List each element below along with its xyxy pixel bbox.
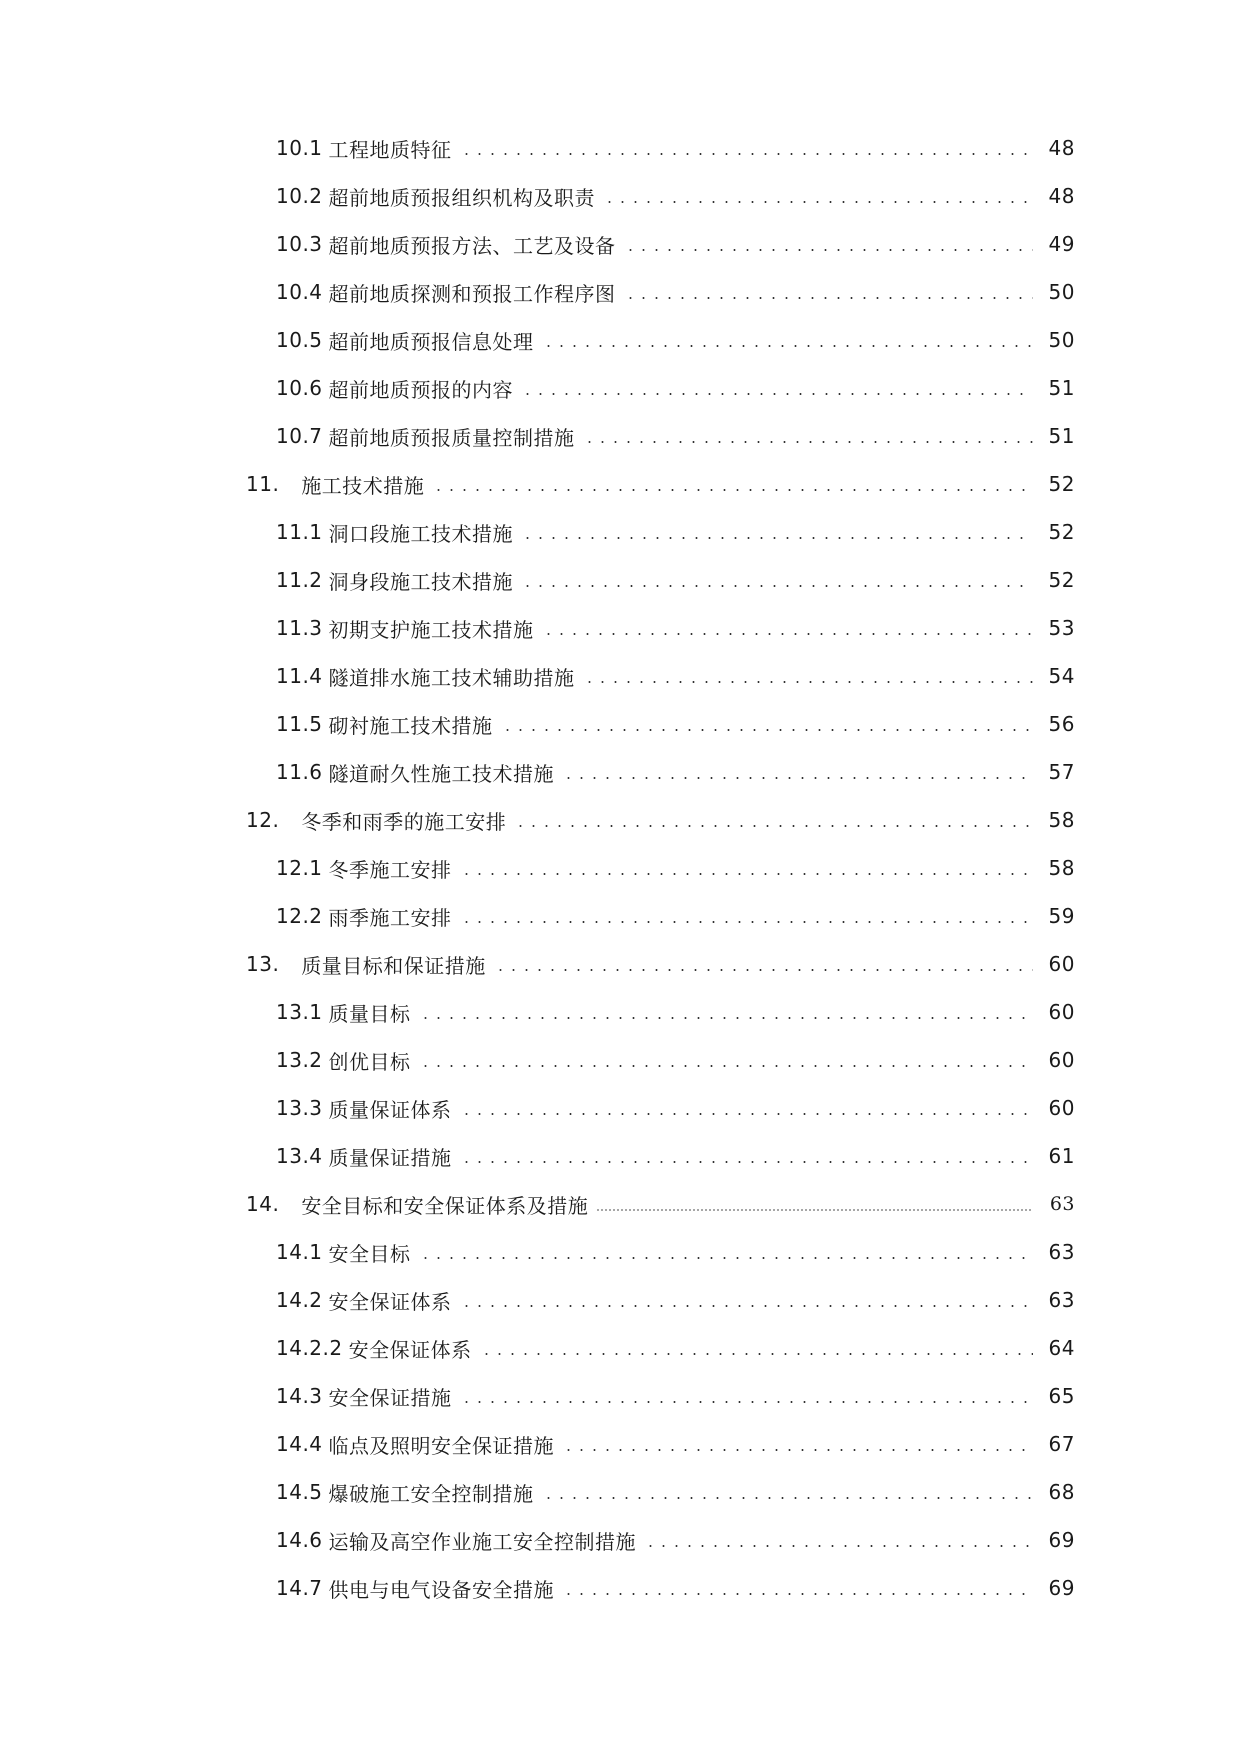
toc-entry[interactable] [0,844,1241,892]
toc-entry-title: 安全保证措施 [328,1385,452,1410]
toc-entry[interactable] [0,268,1241,316]
toc-entry-page: 52 [1048,520,1075,544]
toc-entry[interactable] [0,412,1241,460]
dot-leader [460,138,1033,158]
toc-entry[interactable] [0,988,1241,1036]
toc-entry-title: 质量保证体系 [328,1097,452,1122]
toc-entry-page: 51 [1048,376,1075,400]
dot-leader [521,378,1033,398]
toc-entry[interactable] [0,1036,1241,1084]
toc-entry[interactable] [0,1132,1241,1180]
toc-entry-page: 63 [1048,1288,1075,1312]
toc-entry-number: 11.5 [276,712,323,736]
toc-entry-title: 爆破施工安全控制措施 [328,1481,534,1506]
dot-leader [514,810,1033,830]
toc-entry-title: 初期支护施工技术措施 [328,617,534,642]
toc-entry-number: 10.1 [276,136,323,160]
dot-leader [521,570,1033,590]
toc-entry[interactable] [0,124,1241,172]
dot-leader [460,1290,1033,1310]
toc-entry-number: 11.2 [276,568,323,592]
toc-entry-title: 超前地质预报信息处理 [328,329,534,354]
dot-leader [501,714,1033,734]
dot-leader [596,1194,1033,1214]
toc-entry-page: 60 [1048,1048,1075,1072]
toc-chapter-entry[interactable] [0,460,1241,508]
toc-entry-title: 供电与电气设备安全措施 [328,1577,555,1602]
toc-entry[interactable] [0,604,1241,652]
dot-leader [542,618,1033,638]
dot-leader [603,186,1033,206]
toc-entry-number: 13.3 [276,1096,323,1120]
dot-leader [460,1098,1033,1118]
toc-entry-page: 48 [1048,136,1075,160]
toc-entry-title: 洞身段施工技术措施 [328,569,514,594]
toc-entry-title: 超前地质预报的内容 [328,377,514,402]
toc-entry-page: 60 [1048,1000,1075,1024]
toc-entry-page: 60 [1048,952,1075,976]
toc-entry-page: 53 [1048,616,1075,640]
toc-entry-page: 57 [1048,760,1075,784]
toc-entry-number: 10.5 [276,328,323,352]
toc-entry-title: 雨季施工安排 [328,905,452,930]
toc-entry-number: 14.4 [276,1432,323,1456]
toc-entry[interactable] [0,556,1241,604]
dot-leader [542,1482,1033,1502]
dot-leader [562,1434,1033,1454]
toc-entry-page: 49 [1048,232,1075,256]
toc-entry-number: 14.7 [276,1576,323,1600]
toc-entry-title: 冬季和雨季的施工安排 [301,809,507,834]
toc-entry[interactable] [0,1564,1241,1612]
toc-entry-number: 10.7 [276,424,323,448]
toc-entry-title: 隧道耐久性施工技术措施 [328,761,555,786]
toc-entry-number: 13. [246,952,280,976]
toc-entry[interactable] [0,364,1241,412]
toc-entry-number: 11.1 [276,520,323,544]
toc-entry-title: 安全保证体系 [328,1289,452,1314]
toc-entry-page: 67 [1048,1432,1075,1456]
toc-entry-title: 安全目标和安全保证体系及措施 [301,1193,589,1218]
toc-entry-number: 13.4 [276,1144,323,1168]
dot-leader [460,1146,1033,1166]
toc-entry-number: 14. [246,1192,280,1216]
toc-entry-title: 超前地质预报质量控制措施 [328,425,575,450]
toc-entry-number: 10.4 [276,280,323,304]
toc-entry-number: 10.2 [276,184,323,208]
dot-leader [624,234,1033,254]
toc-entry[interactable] [0,748,1241,796]
toc-entry-page: 64 [1048,1336,1075,1360]
toc-entry-title: 质量保证措施 [328,1145,452,1170]
toc-entry[interactable] [0,1228,1241,1276]
toc-entry-page: 60 [1048,1096,1075,1120]
toc-chapter-entry[interactable] [0,796,1241,844]
toc-entry-title: 安全保证体系 [348,1337,472,1362]
toc-entry-number: 11.6 [276,760,323,784]
dot-leader [562,1578,1033,1598]
dot-leader [562,762,1033,782]
toc-entry-page: 52 [1048,568,1075,592]
toc-entry[interactable] [0,172,1241,220]
dot-leader [583,426,1033,446]
toc-entry-page: 50 [1048,328,1075,352]
toc-entry-title: 超前地质探测和预报工作程序图 [328,281,616,306]
toc-entry[interactable] [0,1276,1241,1324]
toc-entry-page: 58 [1048,808,1075,832]
toc-entry-page: 65 [1048,1384,1075,1408]
toc-entry[interactable] [0,1468,1241,1516]
toc-entry-number: 12.1 [276,856,323,880]
toc-entry-page: 50 [1048,280,1075,304]
dot-leader [419,1002,1033,1022]
dot-leader [419,1050,1033,1070]
dot-leader [521,522,1033,542]
toc-entry-page: 52 [1048,472,1075,496]
toc-entry[interactable] [0,508,1241,556]
toc-entry-number: 14.3 [276,1384,323,1408]
toc-entry-title: 安全目标 [328,1241,411,1266]
toc-entry[interactable] [0,1084,1241,1132]
toc-entry-title: 施工技术措施 [301,473,425,498]
toc-entry-number: 14.1 [276,1240,323,1264]
dot-leader [432,474,1033,494]
toc-entry-title: 临点及照明安全保证措施 [328,1433,555,1458]
toc-entry[interactable] [0,892,1241,940]
dot-leader [624,282,1033,302]
toc-entry-title: 创优目标 [328,1049,411,1074]
toc-entry-number: 14.2 [276,1288,323,1312]
toc-entry[interactable] [0,1324,1241,1372]
toc-entry-number: 13.1 [276,1000,323,1024]
toc-entry-number: 12.2 [276,904,323,928]
toc-entry-title: 超前地质预报方法、工艺及设备 [328,233,616,258]
toc-entry-page: 51 [1048,424,1075,448]
toc-entry-title: 运输及高空作业施工安全控制措施 [328,1529,637,1554]
toc-entry-number: 10.3 [276,232,323,256]
toc-entry-title: 质量目标 [328,1001,411,1026]
table-of-contents [0,124,1241,1612]
toc-entry-number: 14.2.2 [276,1336,343,1360]
dot-leader [583,666,1033,686]
toc-entry[interactable] [0,700,1241,748]
dot-leader [542,330,1033,350]
toc-entry-number: 14.5 [276,1480,323,1504]
toc-entry-title: 洞口段施工技术措施 [328,521,514,546]
toc-entry-page: 48 [1048,184,1075,208]
toc-entry-title: 冬季施工安排 [328,857,452,882]
toc-entry-number: 14.6 [276,1528,323,1552]
toc-entry[interactable] [0,1372,1241,1420]
toc-entry[interactable] [0,220,1241,268]
toc-entry[interactable] [0,316,1241,364]
dot-leader [460,1386,1033,1406]
toc-entry-number: 11.3 [276,616,323,640]
toc-entry-page: 59 [1048,904,1075,928]
dot-leader [460,858,1033,878]
toc-entry[interactable] [0,1420,1241,1468]
dot-leader [494,954,1033,974]
toc-entry-number: 13.2 [276,1048,323,1072]
toc-entry[interactable] [0,1516,1241,1564]
toc-entry-page: 56 [1048,712,1075,736]
toc-chapter-entry[interactable] [0,940,1241,988]
toc-entry-page: 63 [1049,1193,1075,1215]
toc-entry[interactable] [0,652,1241,700]
toc-entry-page: 69 [1048,1576,1075,1600]
toc-entry-number: 11.4 [276,664,323,688]
toc-entry-number: 10.6 [276,376,323,400]
dot-leader [460,906,1033,926]
toc-entry-title: 超前地质预报组织机构及职责 [328,185,596,210]
dot-leader [480,1338,1033,1358]
toc-entry-title: 砌衬施工技术措施 [328,713,493,738]
toc-entry-number: 11. [246,472,280,496]
toc-entry-page: 68 [1048,1480,1075,1504]
toc-entry-page: 58 [1048,856,1075,880]
toc-entry-page: 69 [1048,1528,1075,1552]
toc-entry-number: 12. [246,808,280,832]
toc-chapter-entry[interactable] [0,1180,1241,1228]
toc-entry-page: 54 [1048,664,1075,688]
toc-entry-title: 质量目标和保证措施 [301,953,486,978]
toc-entry-page: 61 [1048,1144,1075,1168]
dot-leader [419,1242,1033,1262]
toc-entry-title: 工程地质特征 [328,137,452,162]
toc-entry-title: 隧道排水施工技术辅助措施 [328,665,575,690]
toc-entry-page: 63 [1048,1240,1075,1264]
dot-leader [644,1530,1033,1550]
